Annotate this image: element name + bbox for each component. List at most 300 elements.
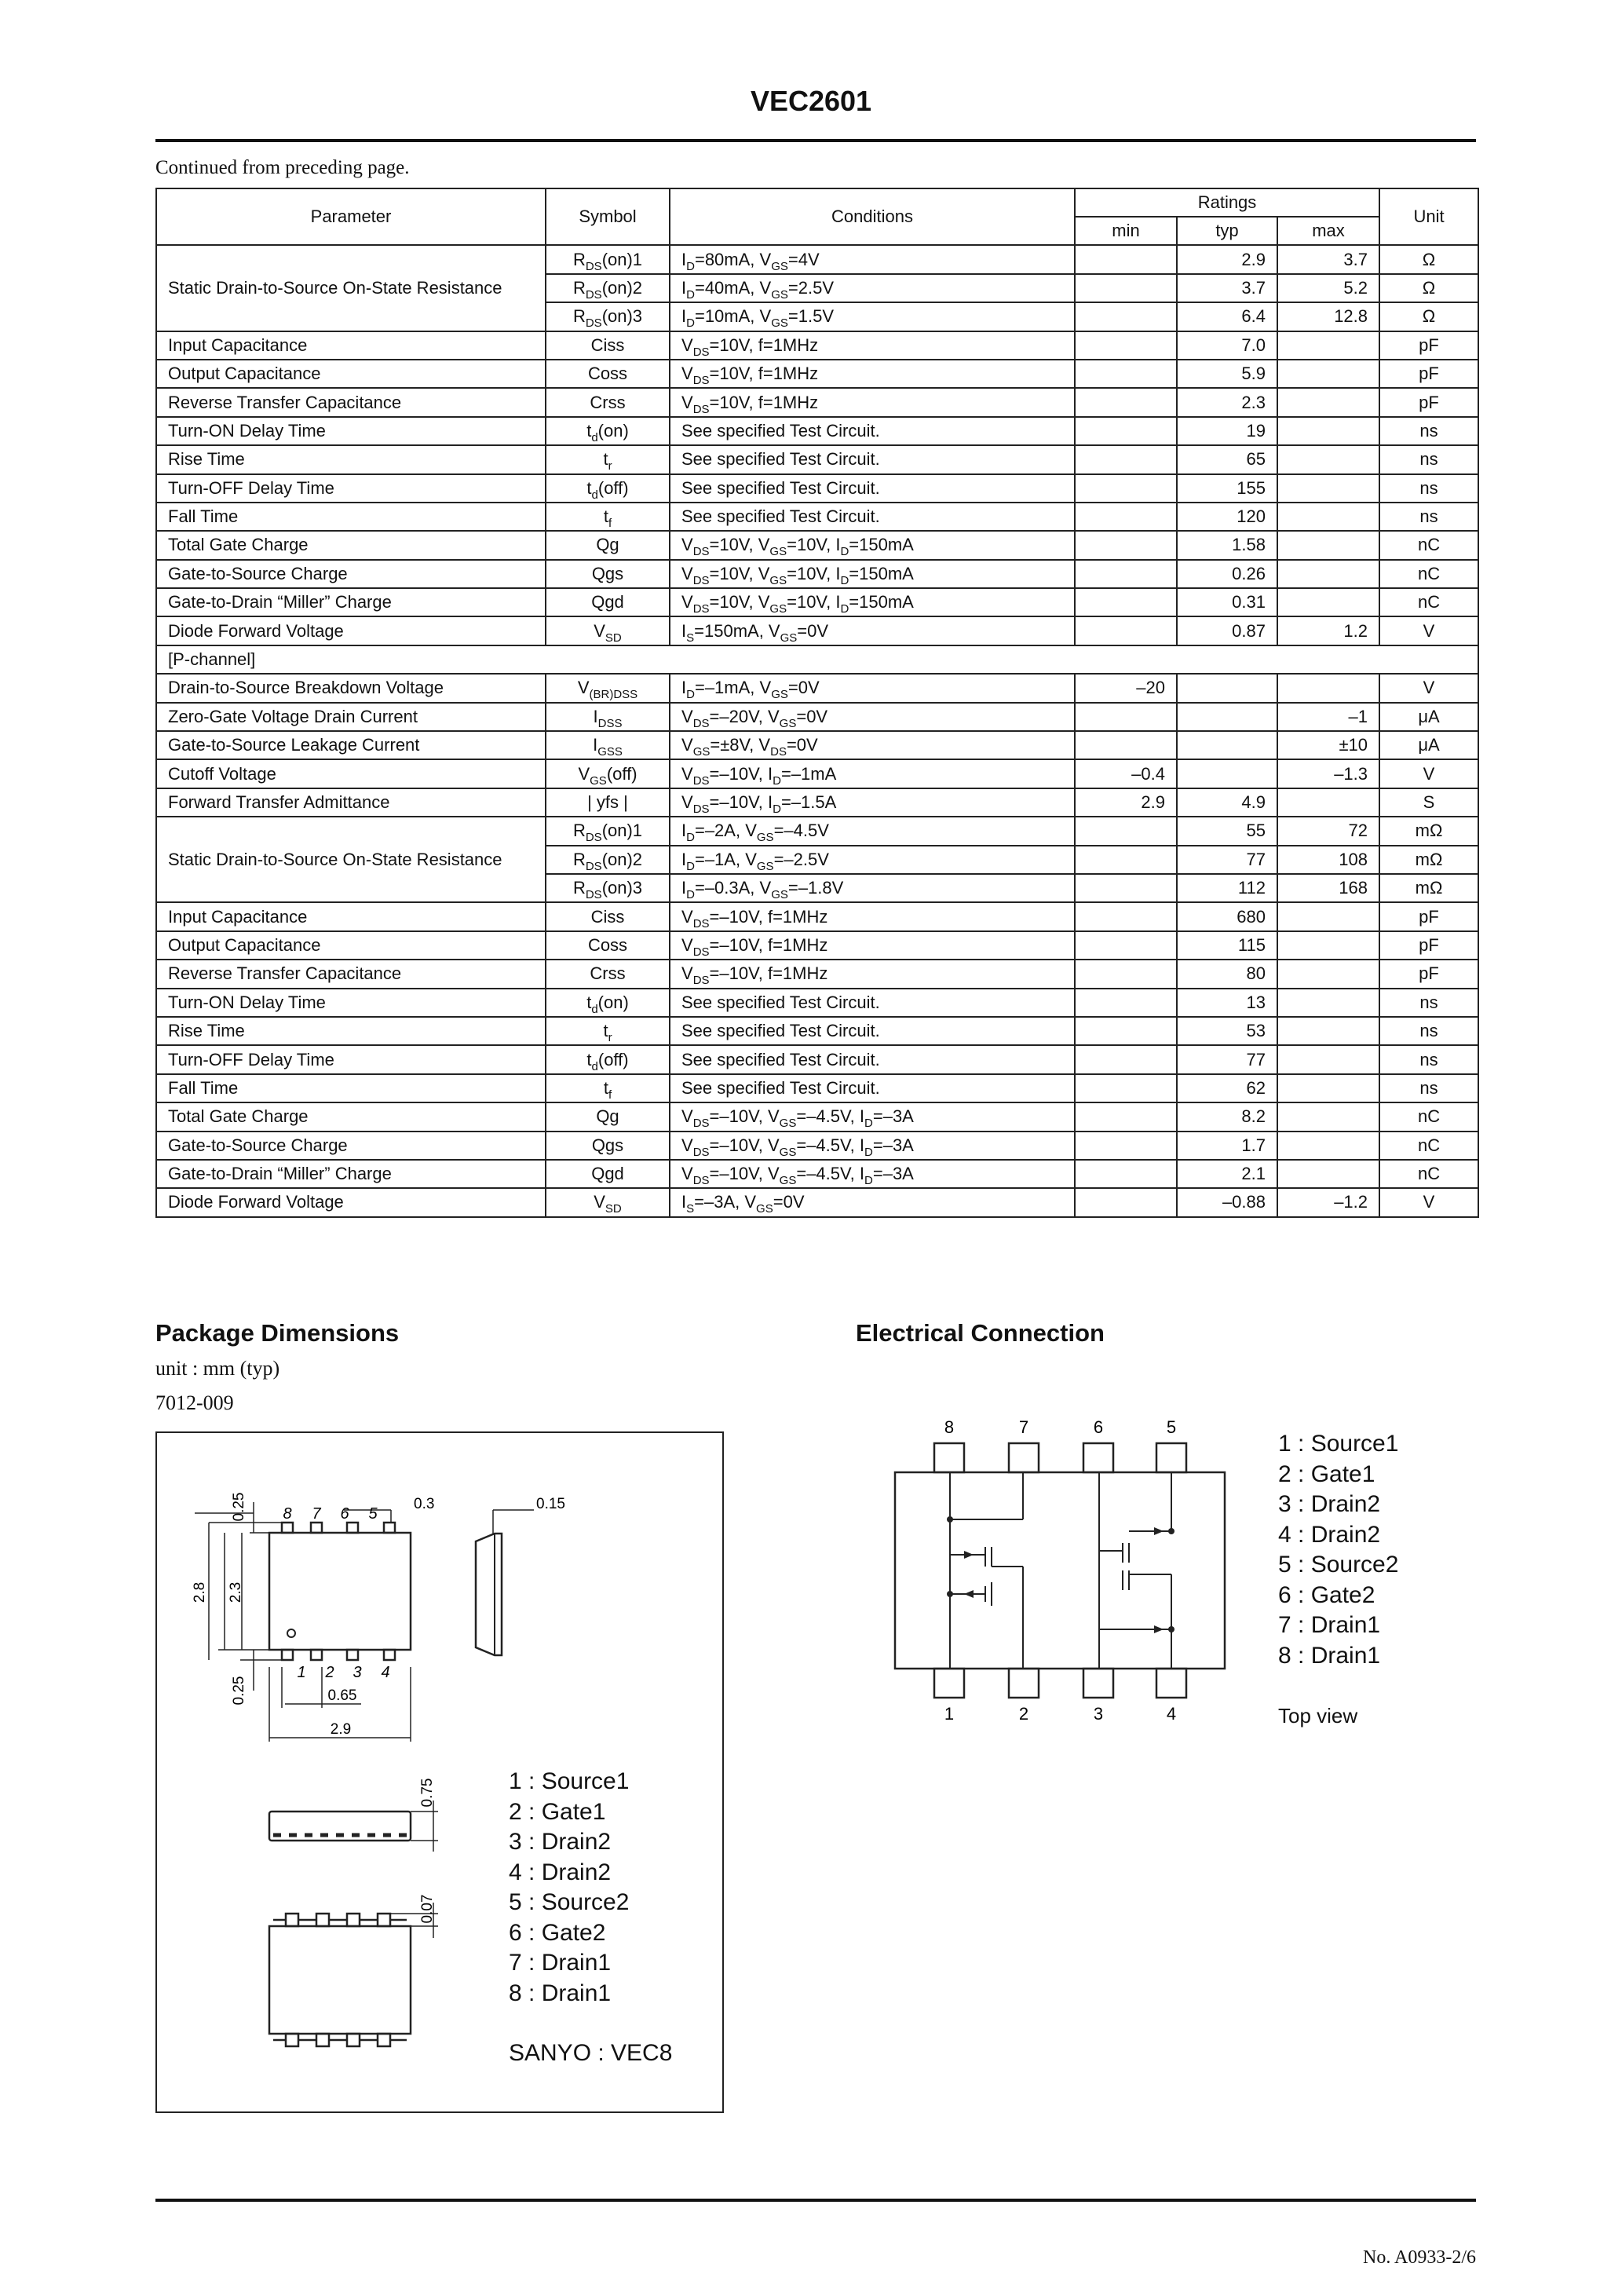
table-row: [156, 703, 1478, 731]
condition-text: V: [767, 1164, 780, 1184]
parameter-cell: Turn-ON Delay Time: [156, 417, 546, 445]
symbol-main: Qgs: [591, 563, 624, 583]
symbol-main: Qg: [596, 1106, 619, 1127]
condition-subscript: D: [686, 831, 695, 845]
table-row: [156, 388, 1478, 416]
typ-cell: 65: [1177, 445, 1277, 473]
condition-value: =–10V,: [709, 1164, 768, 1184]
typ-cell: 2.3: [1177, 388, 1277, 416]
symbol-main: Ciss: [590, 906, 625, 927]
unit-cell: ns: [1379, 417, 1478, 445]
symbol-cell: [546, 846, 670, 874]
package-pin-6: 6 : Gate2: [509, 1919, 606, 1946]
condition-subscript: DS: [692, 916, 710, 930]
typ-cell: 120: [1177, 503, 1277, 531]
table-row: [156, 645, 1478, 674]
symbol-subscript: f: [608, 1088, 612, 1102]
condition-value: =–10V, f=1MHz: [709, 963, 828, 984]
max-cell: [1277, 474, 1379, 503]
conditions-cell: [670, 874, 1075, 902]
max-cell: [1277, 588, 1379, 616]
condition-value: =10V,: [787, 592, 836, 612]
parameter-cell: Input Capacitance: [156, 331, 546, 360]
dim-065: 0.65: [327, 1687, 357, 1704]
ec-bottom-pin-2: 2: [1018, 1704, 1029, 1724]
dim-29: 2.9: [330, 1721, 352, 1738]
unit-cell: ns: [1379, 1017, 1478, 1045]
min-cell: [1075, 560, 1177, 588]
conditions-cell: [670, 1045, 1075, 1073]
condition-value: =–1A,: [694, 849, 746, 869]
footer-rule: [155, 2199, 1476, 2202]
min-cell: [1075, 445, 1177, 473]
condition-subscript: GS: [756, 831, 774, 845]
table-row: [156, 1102, 1478, 1131]
condition-subscript: DS: [692, 716, 710, 730]
condition-text: V: [681, 1135, 693, 1155]
symbol-suffix: (on)3: [601, 306, 643, 327]
condition-subscript: DS: [692, 545, 710, 559]
condition-subscript: GS: [779, 1117, 797, 1131]
symbol-cell: [546, 1017, 670, 1045]
typ-cell: 2.9: [1177, 245, 1277, 273]
symbol-suffix: (off): [597, 477, 629, 498]
table-row: [156, 588, 1478, 616]
condition-subscript: DS: [692, 1174, 710, 1188]
condition-subscript: DS: [692, 945, 710, 959]
symbol-main: R: [572, 249, 586, 269]
min-cell: [1075, 703, 1177, 731]
min-cell: [1075, 274, 1177, 302]
condition-value: =1.5V: [787, 306, 834, 327]
symbol-suffix: (off): [597, 1049, 629, 1069]
unit-cell: nC: [1379, 531, 1478, 559]
package-bottom-view: [269, 1926, 411, 2034]
symbol-cell: [546, 902, 670, 930]
typ-cell: [1177, 674, 1277, 702]
header-ratings: Ratings: [1075, 188, 1379, 217]
symbol-subscript: GSS: [597, 745, 623, 759]
condition-subscript: DS: [692, 345, 710, 359]
symbol-main: Qgd: [591, 592, 624, 612]
condition-subscript: DS: [692, 402, 710, 416]
symbol-subscript: f: [608, 517, 612, 531]
condition-subscript: GS: [779, 1174, 797, 1188]
unit-cell: mΩ: [1379, 817, 1478, 845]
max-cell: 108: [1277, 846, 1379, 874]
condition-subscript: GS: [769, 573, 787, 587]
conditions-cell: [670, 731, 1075, 759]
parameter-cell: Output Capacitance: [156, 360, 546, 388]
condition-subscript: DS: [692, 602, 710, 616]
symbol-subscript: DS: [585, 831, 602, 845]
condition-subscript: GS: [771, 688, 788, 702]
symbol-main: t: [586, 420, 592, 441]
pkg-top-pin-7: 7: [312, 1505, 321, 1523]
dim-075: 0.75: [419, 1778, 436, 1808]
unit-cell: nC: [1379, 588, 1478, 616]
table-row: [156, 245, 1478, 273]
max-cell: –1.3: [1277, 759, 1379, 788]
min-cell: [1075, 902, 1177, 930]
typ-cell: 1.7: [1177, 1132, 1277, 1160]
condition-subscript: GS: [756, 859, 774, 873]
unit-cell: Ω: [1379, 245, 1478, 273]
conditions-cell: [670, 960, 1075, 988]
condition-text: V: [768, 620, 780, 641]
symbol-main: R: [572, 306, 586, 327]
max-cell: [1277, 445, 1379, 473]
condition-text: I: [681, 306, 687, 327]
symbol-subscript: GS: [590, 773, 607, 788]
electrical-heading: Electrical Connection: [856, 1319, 1105, 1347]
symbol-cell: [546, 445, 670, 473]
table-row: [156, 788, 1478, 817]
parameter-cell: Rise Time: [156, 445, 546, 473]
typ-cell: 62: [1177, 1074, 1277, 1102]
condition-value: =–0.3A,: [694, 878, 760, 898]
conditions-cell: [670, 1160, 1075, 1188]
conditions-cell: [670, 1074, 1075, 1102]
min-cell: [1075, 331, 1177, 360]
typ-cell: [1177, 703, 1277, 731]
condition-value: =0V: [796, 706, 828, 726]
unit-cell: nC: [1379, 1160, 1478, 1188]
unit-cell: mΩ: [1379, 846, 1478, 874]
parameter-cell: Turn-OFF Delay Time: [156, 474, 546, 503]
typ-cell: 115: [1177, 931, 1277, 960]
symbol-cell: [546, 960, 670, 988]
condition-text: V: [681, 1164, 693, 1184]
package-pin-7: 7 : Drain1: [509, 1950, 612, 1976]
condition-subscript: GS: [779, 716, 797, 730]
condition-subscript: D: [686, 859, 695, 873]
min-cell: [1075, 931, 1177, 960]
min-cell: [1075, 474, 1177, 503]
condition-value: =–4.5V: [773, 821, 829, 841]
min-cell: [1075, 960, 1177, 988]
symbol-main: Coss: [587, 364, 628, 384]
condition-text: V: [759, 678, 772, 698]
min-cell: [1075, 588, 1177, 616]
condition-value: =0V: [773, 1192, 805, 1212]
condition-text: See specified Test Circuit.: [681, 477, 880, 498]
condition-value: =2.5V: [787, 277, 834, 298]
symbol-main: t: [603, 1021, 608, 1041]
condition-text: See specified Test Circuit.: [681, 1049, 880, 1069]
conditions-cell: [670, 560, 1075, 588]
condition-subscript: S: [686, 1202, 695, 1216]
table-row: [156, 560, 1478, 588]
parameter-cell: Fall Time: [156, 1074, 546, 1102]
unit-cell: pF: [1379, 331, 1478, 360]
symbol-main: t: [586, 477, 592, 498]
header-rule: [155, 139, 1476, 142]
pkg-top-pin-5: 5: [368, 1505, 378, 1523]
condition-text: V: [681, 563, 693, 583]
min-cell: [1075, 817, 1177, 845]
symbol-cell: [546, 474, 670, 503]
unit-cell: pF: [1379, 960, 1478, 988]
parameter-cell: Static Drain-to-Source On-State Resistance: [156, 817, 546, 902]
condition-text: I: [859, 1135, 865, 1155]
dim-007: 0.07: [419, 1894, 436, 1924]
condition-text: See specified Test Circuit.: [681, 420, 880, 441]
unit-cell: ns: [1379, 474, 1478, 503]
symbol-cell: [546, 1132, 670, 1160]
max-cell: [1277, 1160, 1379, 1188]
max-cell: [1277, 417, 1379, 445]
header-symbol: Symbol: [546, 188, 670, 245]
condition-subscript: D: [773, 773, 781, 788]
max-cell: 168: [1277, 874, 1379, 902]
parameter-cell: Rise Time: [156, 1017, 546, 1045]
unit-cell: pF: [1379, 360, 1478, 388]
min-cell: [1075, 531, 1177, 559]
max-cell: [1277, 960, 1379, 988]
condition-text: V: [758, 535, 770, 555]
condition-text: V: [681, 792, 693, 812]
conditions-cell: [670, 388, 1075, 416]
typ-cell: 53: [1177, 1017, 1277, 1045]
conditions-cell: [670, 788, 1075, 817]
typ-cell: 5.9: [1177, 360, 1277, 388]
unit-cell: μA: [1379, 703, 1478, 731]
package-pin-1: 1 : Source1: [509, 1768, 630, 1794]
condition-subscript: GS: [692, 745, 711, 759]
parameter-cell: Diode Forward Voltage: [156, 616, 546, 645]
max-cell: [1277, 1102, 1379, 1131]
parameter-cell: Gate-to-Source Leakage Current: [156, 731, 546, 759]
table-row: [156, 474, 1478, 503]
electrical-pin-list: [1278, 1429, 1398, 1671]
symbol-subscript: DS: [585, 859, 602, 873]
condition-text: V: [745, 821, 757, 841]
condition-value: =–2A,: [694, 821, 746, 841]
unit-cell: S: [1379, 788, 1478, 817]
dim-23: 2.3: [228, 1581, 244, 1603]
max-cell: 72: [1277, 817, 1379, 845]
min-cell: [1075, 1045, 1177, 1073]
condition-value: =–1.8V: [787, 878, 844, 898]
symbol-cell: [546, 1160, 670, 1188]
condition-subscript: S: [686, 631, 695, 645]
max-cell: 5.2: [1277, 274, 1379, 302]
typ-cell: 19: [1177, 417, 1277, 445]
electrical-pin-4: 4 : Drain2: [1278, 1521, 1381, 1548]
parameter-cell: Forward Transfer Admittance: [156, 788, 546, 817]
typ-cell: [1177, 759, 1277, 788]
condition-subscript: GS: [771, 287, 788, 302]
condition-subscript: GS: [769, 602, 787, 616]
condition-value: =–4.5V,: [796, 1135, 860, 1155]
condition-text: I: [681, 249, 687, 269]
unit-cell: V: [1379, 1188, 1478, 1216]
typ-cell: 8.2: [1177, 1102, 1277, 1131]
condition-text: V: [767, 1106, 780, 1127]
max-cell: [1277, 989, 1379, 1017]
min-cell: [1075, 616, 1177, 645]
condition-value: =–10V, f=1MHz: [709, 934, 828, 955]
table-row: [156, 989, 1478, 1017]
table-row: [156, 960, 1478, 988]
symbol-cell: [546, 274, 670, 302]
condition-value: =4V: [787, 249, 820, 269]
typ-cell: 4.9: [1177, 788, 1277, 817]
condition-text: I: [767, 792, 773, 812]
parameter-cell: Gate-to-Drain “Miller” Charge: [156, 1160, 546, 1188]
typ-cell: 7.0: [1177, 331, 1277, 360]
condition-value: =0V: [787, 678, 820, 698]
symbol-suffix: (on)3: [601, 878, 643, 898]
table-row: [156, 759, 1478, 788]
table-row: [156, 674, 1478, 702]
condition-text: I: [859, 1106, 865, 1127]
condition-subscript: GS: [780, 631, 798, 645]
package-pin-3: 3 : Drain2: [509, 1829, 612, 1855]
condition-subscript: GS: [756, 1202, 773, 1216]
symbol-subscript: DS: [585, 888, 602, 902]
symbol-suffix: (on)2: [601, 277, 643, 298]
conditions-cell: [670, 274, 1075, 302]
condition-text: I: [681, 821, 687, 841]
package-pin-list: [509, 1767, 672, 2069]
max-cell: 1.2: [1277, 616, 1379, 645]
condition-value: =10mA,: [694, 306, 760, 327]
typ-cell: 0.31: [1177, 588, 1277, 616]
symbol-subscript: r: [608, 1031, 612, 1045]
condition-value: =–4.5V,: [796, 1106, 860, 1127]
symbol-main: I: [593, 706, 598, 726]
min-cell: [1075, 1188, 1177, 1216]
condition-subscript: DS: [770, 745, 787, 759]
symbol-subscript: d: [591, 1002, 598, 1016]
condition-value: =10V,: [709, 563, 758, 583]
condition-text: V: [759, 306, 772, 327]
parameter-cell: Gate-to-Source Charge: [156, 560, 546, 588]
condition-value: =0V: [786, 735, 818, 755]
symbol-main: R: [572, 821, 586, 841]
typ-cell: 0.87: [1177, 616, 1277, 645]
symbol-main: V: [594, 1192, 605, 1212]
conditions-cell: [670, 703, 1075, 731]
symbol-cell: [546, 360, 670, 388]
condition-text: I: [681, 1192, 687, 1212]
min-cell: [1075, 846, 1177, 874]
condition-value: =10V,: [709, 535, 758, 555]
symbol-subscript: d: [591, 488, 598, 502]
conditions-cell: [670, 1188, 1075, 1216]
symbol-suffix: (on): [597, 992, 629, 1012]
condition-value: =–1.5A: [780, 792, 837, 812]
parameter-cell: Turn-ON Delay Time: [156, 989, 546, 1017]
typ-cell: 55: [1177, 817, 1277, 845]
header-conditions: Conditions: [670, 188, 1075, 245]
min-cell: –20: [1075, 674, 1177, 702]
section-label: [P-channel]: [156, 645, 1478, 674]
condition-subscript: GS: [779, 1145, 797, 1159]
symbol-subscript: SD: [605, 1202, 622, 1216]
condition-subscript: DS: [692, 1117, 710, 1131]
symbol-main: Qg: [596, 535, 619, 555]
condition-subscript: D: [686, 888, 695, 902]
ec-top-pin-7: 7: [1018, 1417, 1029, 1437]
condition-text: V: [681, 592, 693, 612]
min-cell: [1075, 989, 1177, 1017]
condition-text: V: [681, 763, 693, 784]
conditions-cell: [670, 759, 1075, 788]
symbol-main: V: [594, 620, 605, 641]
condition-value: =–3A: [872, 1164, 914, 1184]
parameter-cell: Gate-to-Drain “Miller” Charge: [156, 588, 546, 616]
unit-cell: nC: [1379, 1102, 1478, 1131]
symbol-cell: [546, 388, 670, 416]
unit-cell: V: [1379, 759, 1478, 788]
condition-subscript: D: [840, 573, 849, 587]
unit-cell: V: [1379, 674, 1478, 702]
condition-text: I: [835, 535, 841, 555]
typ-cell: 2.1: [1177, 1160, 1277, 1188]
condition-text: See specified Test Circuit.: [681, 992, 880, 1012]
symbol-subscript: DSS: [597, 716, 623, 730]
conditions-cell: [670, 531, 1075, 559]
condition-text: V: [758, 592, 770, 612]
parameter-cell: Gate-to-Source Charge: [156, 1132, 546, 1160]
min-cell: [1075, 1160, 1177, 1188]
conditions-cell: [670, 245, 1075, 273]
parameter-cell: Total Gate Charge: [156, 1102, 546, 1131]
document-code: No. A0933-2/6: [1363, 2247, 1476, 2268]
symbol-cell: [546, 503, 670, 531]
condition-value: =–10V, f=1MHz: [709, 906, 828, 927]
condition-value: =150mA: [849, 592, 914, 612]
symbol-main: R: [572, 277, 586, 298]
max-cell: [1277, 1132, 1379, 1160]
typ-cell: 6.4: [1177, 302, 1277, 331]
condition-value: =10V,: [787, 535, 836, 555]
condition-text: I: [681, 849, 687, 869]
condition-text: V: [681, 364, 693, 384]
condition-subscript: D: [840, 602, 849, 616]
max-cell: [1277, 360, 1379, 388]
symbol-cell: [546, 1045, 670, 1073]
package-heading: Package Dimensions: [155, 1319, 400, 1347]
max-cell: –1.2: [1277, 1188, 1379, 1216]
condition-text: V: [681, 392, 693, 412]
condition-subscript: GS: [769, 545, 787, 559]
header-typ: typ: [1177, 217, 1277, 245]
condition-text: V: [758, 563, 770, 583]
condition-text: V: [767, 706, 780, 726]
parameter-cell: Reverse Transfer Capacitance: [156, 388, 546, 416]
header-parameter: Parameter: [156, 188, 546, 245]
min-cell: [1075, 503, 1177, 531]
conditions-cell: [670, 674, 1075, 702]
min-cell: [1075, 360, 1177, 388]
symbol-cell: [546, 1188, 670, 1216]
ec-top-pin-8: 8: [944, 1417, 955, 1437]
symbol-cell: [546, 674, 670, 702]
typ-cell: 680: [1177, 902, 1277, 930]
electrical-pin-3: 3 : Drain2: [1278, 1491, 1381, 1517]
pkg-top-pin-6: 6: [340, 1505, 349, 1523]
symbol-main: | yfs |: [587, 792, 628, 812]
typ-cell: 13: [1177, 989, 1277, 1017]
max-cell: [1277, 1017, 1379, 1045]
table-row: [156, 531, 1478, 559]
max-cell: [1277, 388, 1379, 416]
symbol-main: Ciss: [590, 335, 625, 355]
